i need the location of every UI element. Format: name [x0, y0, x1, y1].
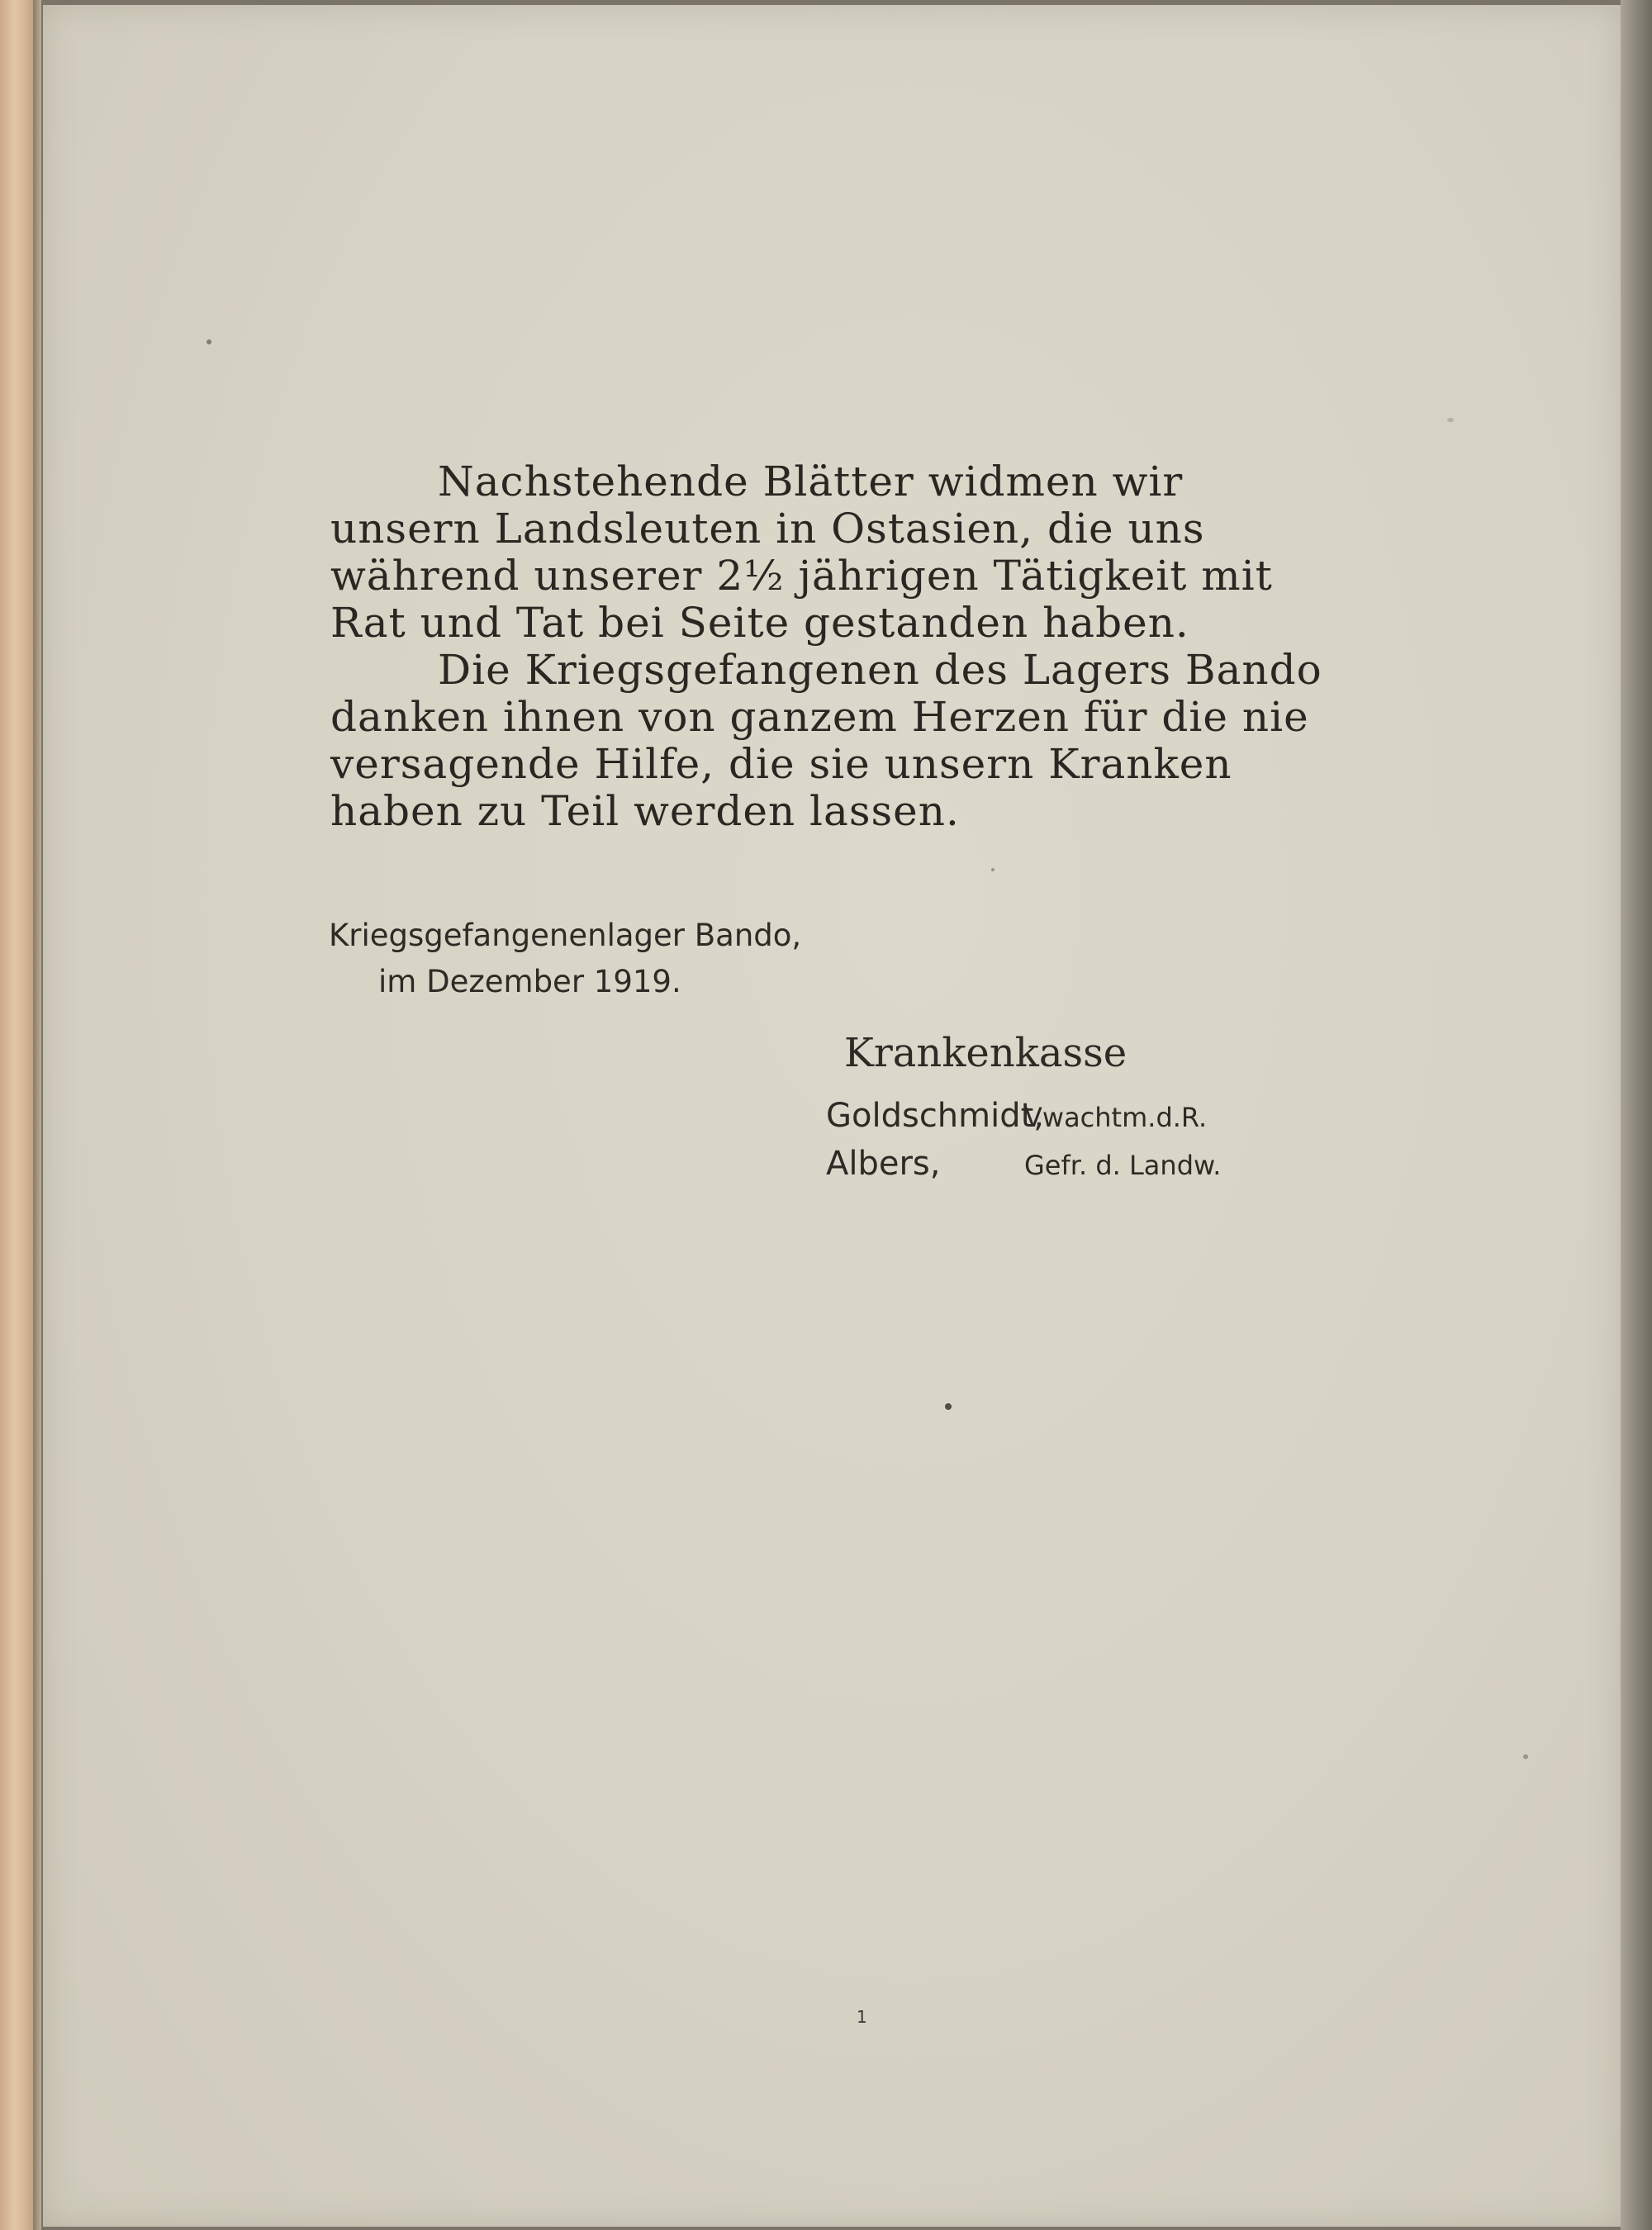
signer-name: Goldschmidt,	[826, 1097, 1045, 1135]
signer-row	[826, 1093, 1221, 1141]
dedication-text	[330, 458, 1338, 835]
dedication-paragraph-2: Die Kriegsgefangenen des Lagers Bando danken ihnen von ganzem Herzen für die nie versagende Hilfe, die sie unsern Kranken haben zu Teil werden lassen.	[330, 646, 1322, 835]
page-number: 1	[857, 2007, 867, 2027]
book-binding	[0, 0, 35, 2230]
signer-name: Albers,	[826, 1145, 941, 1183]
paper-fleck	[945, 1403, 952, 1410]
signature-block	[826, 1028, 1221, 1189]
signer-rank: Vwachtm.d.R.	[1024, 1102, 1208, 1133]
page-edge	[1621, 0, 1652, 2230]
place-and-date	[329, 913, 801, 1005]
paper-fleck	[1523, 1754, 1528, 1759]
signature-organization: Krankenkasse	[844, 1030, 1127, 1076]
signer-row	[826, 1141, 1221, 1189]
binding-edge	[33, 0, 41, 2230]
paper-fleck	[206, 339, 211, 344]
date-line: im Dezember 1919.	[378, 964, 681, 999]
place-line: Kriegsgefangenenlager Bando,	[329, 918, 802, 953]
paper-fleck	[991, 868, 995, 871]
signer-rank: Gefr. d. Landw.	[1024, 1150, 1222, 1181]
dedication-paragraph-1: Nachstehende Blätter widmen wir unsern Landsleuten in Ostasien, die uns während unserer 2½ jährigen Tätigkeit mit Rat und Tat bei Seite gestanden haben.	[330, 458, 1273, 647]
paper-fleck	[1447, 418, 1454, 422]
